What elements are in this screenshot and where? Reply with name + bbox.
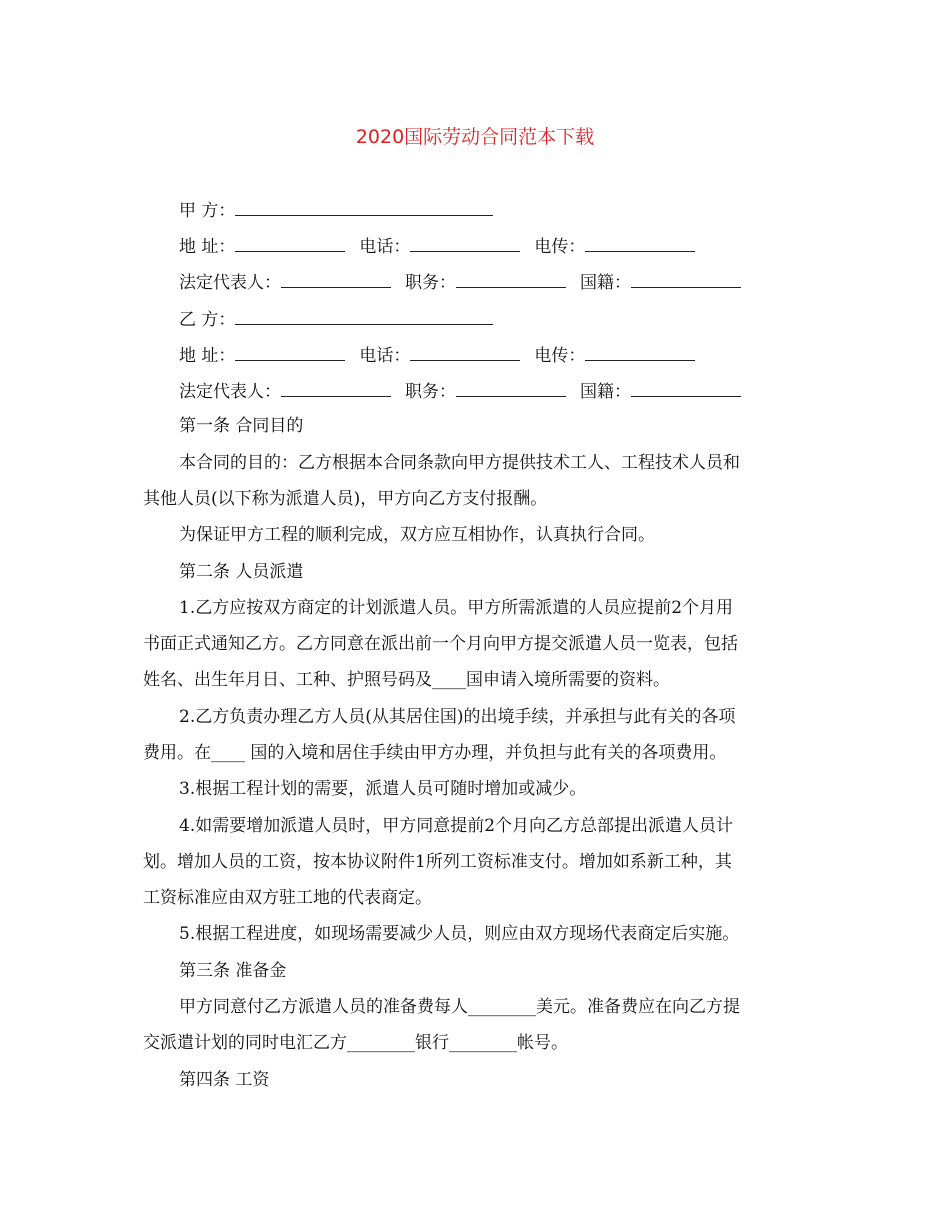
article-2-heading: 第二条 人员派遣 bbox=[179, 562, 304, 582]
party-b-blank bbox=[235, 306, 493, 325]
paragraph-line: 3.根据工程计划的需要，派遣人员可随时增加或减少。 bbox=[179, 779, 587, 799]
party-a-label: 甲 方： bbox=[179, 201, 236, 221]
paragraph-line: 划。增加人员的工资，按本协议附件1所列工资标准支付。增加如系新工种，其 bbox=[143, 852, 732, 872]
party-a-fax-blank bbox=[585, 233, 695, 252]
party-a-phone-blank bbox=[410, 233, 520, 252]
paragraph-line: 为保证甲方工程的顺利完成，双方应互相协作，认真执行合同。 bbox=[179, 525, 655, 545]
party-b-nationality-blank bbox=[631, 378, 741, 397]
party-b-fax-label: 电传： bbox=[534, 346, 586, 366]
party-a-nationality-blank bbox=[631, 269, 741, 288]
party-b-fax-blank bbox=[585, 342, 695, 361]
party-a-rep-line bbox=[179, 269, 741, 295]
document-title: 2020国际劳动合同范本下载 bbox=[355, 126, 595, 148]
party-b-phone-blank bbox=[410, 342, 520, 361]
paragraph-line: 工资标准应由双方驻工地的代表商定。 bbox=[143, 888, 432, 908]
party-a-blank bbox=[235, 197, 493, 216]
party-a-contact-line bbox=[179, 233, 695, 259]
party-b-nationality-label: 国籍： bbox=[580, 382, 631, 402]
paragraph-line: 1.乙方应按双方商定的计划派遣人员。甲方所需派遣的人员应提前2个月用 bbox=[179, 598, 734, 618]
party-b-contact-line bbox=[179, 342, 695, 368]
party-a-position-blank bbox=[456, 269, 566, 288]
paragraph-line: 4.如需要增加派遣人员时，甲方同意提前2个月向乙方总部提出派遣人员计 bbox=[179, 816, 734, 836]
paragraph-line: 5.根据工程进度，如现场需要减少人员，则应由双方现场代表商定后实施。 bbox=[179, 924, 740, 944]
party-b-phone-label: 电话： bbox=[359, 346, 411, 366]
article-4-heading: 第四条 工资 bbox=[179, 1070, 270, 1090]
party-a-nationality-label: 国籍： bbox=[580, 273, 631, 293]
paragraph-line: 其他人员(以下称为派遣人员)，甲方向乙方支付报酬。 bbox=[143, 489, 548, 509]
paragraph-line: 交派遣计划的同时电汇乙方________银行________帐号。 bbox=[143, 1033, 568, 1053]
party-b-rep-label: 法定代表人： bbox=[179, 382, 281, 402]
party-b-address-label: 地 址： bbox=[179, 346, 236, 366]
party-b-position-blank bbox=[456, 378, 566, 397]
party-a-position-label: 职务： bbox=[405, 273, 456, 293]
party-b-position-label: 职务： bbox=[405, 382, 456, 402]
party-b-rep-line bbox=[179, 378, 741, 404]
party-a-rep-blank bbox=[281, 269, 391, 288]
party-a-fax-label: 电传： bbox=[534, 237, 586, 257]
party-b-label: 乙 方： bbox=[179, 310, 236, 330]
article-3-heading: 第三条 准备金 bbox=[179, 961, 287, 981]
party-a-line bbox=[179, 197, 493, 223]
party-b-line bbox=[179, 306, 493, 332]
paragraph-line: 费用。在____ 国的入境和居住手续由甲方办理，并负担与此有关的各项费用。 bbox=[143, 743, 727, 763]
party-b-address-blank bbox=[235, 342, 345, 361]
paragraph-line: 甲方同意付乙方派遣人员的准备费每人________美元。准备费应在向乙方提 bbox=[179, 997, 740, 1017]
party-a-phone-label: 电话： bbox=[359, 237, 411, 257]
paragraph-line: 姓名、出生年月日、工种、护照号码及____国申请入境所需要的资料。 bbox=[143, 670, 670, 690]
article-1-heading: 第一条 合同目的 bbox=[179, 416, 304, 436]
party-a-address-blank bbox=[235, 233, 345, 252]
party-b-rep-blank bbox=[281, 378, 391, 397]
paragraph-line: 2.乙方负责办理乙方人员(从其居住国)的出境手续，并承担与此有关的各项 bbox=[179, 707, 736, 727]
party-a-rep-label: 法定代表人： bbox=[179, 273, 281, 293]
paragraph-line: 书面正式通知乙方。乙方同意在派出前一个月向甲方提交派遣人员一览表，包括 bbox=[143, 634, 738, 654]
paragraph-line: 本合同的目的：乙方根据本合同条款向甲方提供技术工人、工程技术人员和 bbox=[179, 453, 740, 473]
party-a-address-label: 地 址： bbox=[179, 237, 236, 257]
